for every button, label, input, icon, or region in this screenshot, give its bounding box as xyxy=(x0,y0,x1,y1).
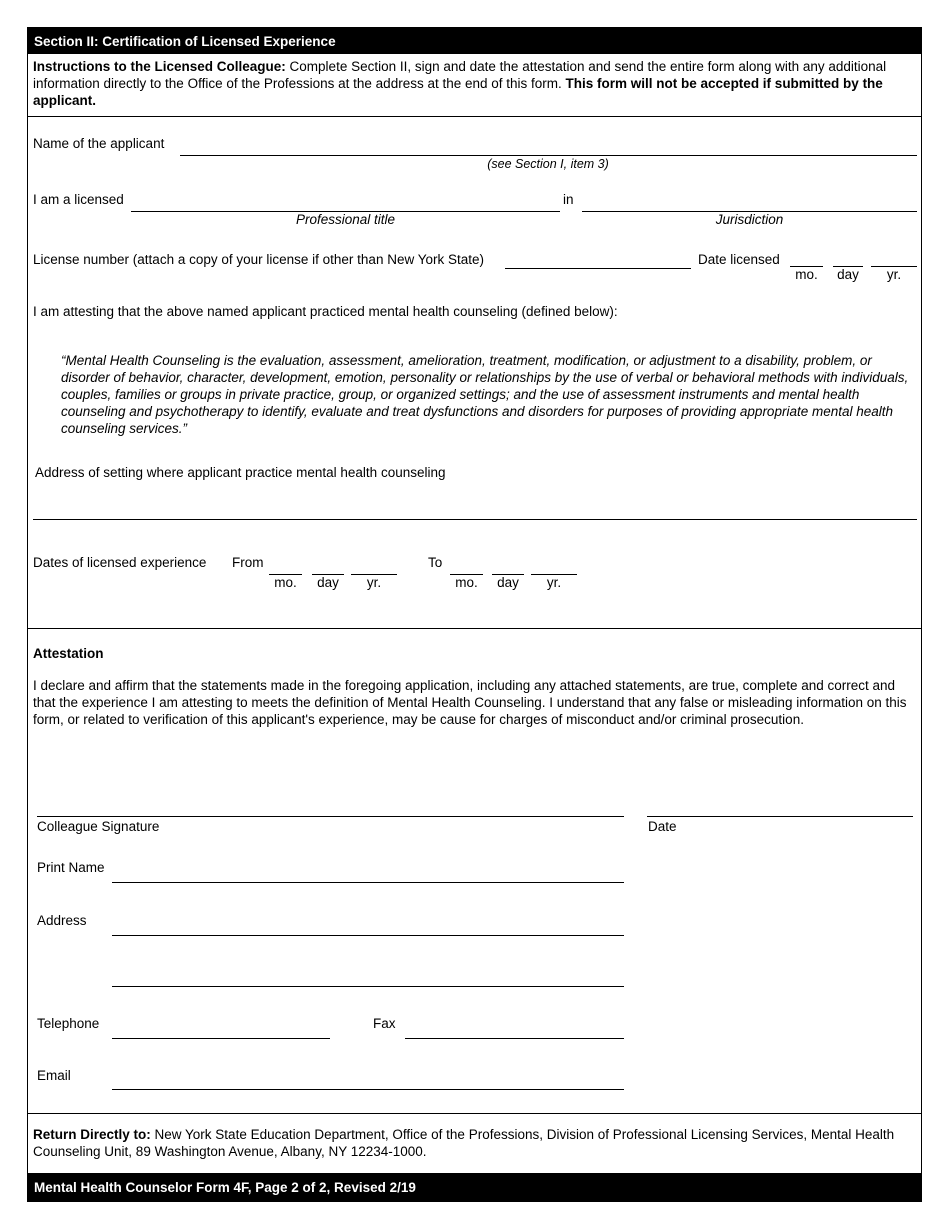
applicant-name-field[interactable] xyxy=(180,155,917,156)
email-field[interactable] xyxy=(112,1089,624,1090)
applicant-name-label: Name of the applicant xyxy=(33,136,165,151)
attestation-heading: Attestation xyxy=(33,646,104,661)
divider xyxy=(28,1113,922,1114)
colleague-signature-field[interactable] xyxy=(37,816,624,817)
telephone-field[interactable] xyxy=(112,1038,330,1039)
dates-label: Dates of licensed experience xyxy=(33,555,207,570)
to-yr-caption: yr. xyxy=(546,575,562,590)
from-mo-caption: mo. xyxy=(274,575,297,590)
signature-date-field[interactable] xyxy=(647,816,913,817)
instructions-warning: This form will not be accepted if submitted by the applicant. xyxy=(33,76,883,108)
license-number-field[interactable] xyxy=(505,268,691,269)
fax-label: Fax xyxy=(373,1016,396,1031)
print-name-label: Print Name xyxy=(37,860,105,875)
dates-from-label: From xyxy=(232,555,264,570)
email-label: Email xyxy=(37,1068,71,1083)
definition-quote: “Mental Health Counseling is the evaluation, assessment, amelioration, treatment, modification, or adjustment to a disability, problem, or disorder of behavior, character, development, emotion, personality or relationships by the use of verbal or behavioral methods with individuals, couples, families or groups in private practice, group, or organized settings; and the use of assessment instruments and mental health counseling and psychotherapy to identify, evaluate and treat dysfunctions and disorders for purposes of providing appropriate mental health counseling services.” xyxy=(61,353,909,436)
date-licensed-yr-caption: yr. xyxy=(886,267,902,282)
form-frame xyxy=(27,27,922,1202)
telephone-label: Telephone xyxy=(37,1016,100,1031)
in-label: in xyxy=(563,192,574,207)
from-yr-caption: yr. xyxy=(366,575,382,590)
date-licensed-day-caption: day xyxy=(837,267,859,282)
section-header xyxy=(28,28,922,54)
colleague-address-field-1[interactable] xyxy=(112,935,624,936)
instructions-lead: Instructions to the Licensed Colleague: xyxy=(33,59,286,74)
section-title: Section II: Certification of Licensed Experience xyxy=(34,33,336,49)
return-lead: Return Directly to: xyxy=(33,1127,151,1142)
divider xyxy=(28,116,922,117)
address-setting-field[interactable] xyxy=(33,519,917,520)
address-setting-label: Address of setting where applicant practice mental health counseling xyxy=(35,465,446,480)
return-address xyxy=(33,1126,917,1160)
footer-bar xyxy=(28,1173,922,1201)
colleague-address-field-2[interactable] xyxy=(112,986,624,987)
licensed-label: I am a licensed xyxy=(33,192,124,207)
colleague-address-label: Address xyxy=(37,913,87,928)
license-number-label: License number (attach a copy of your license if other than New York State) xyxy=(33,252,484,267)
colleague-signature-label: Colleague Signature xyxy=(37,819,160,834)
date-licensed-mo-caption: mo. xyxy=(795,267,818,282)
to-mo-caption: mo. xyxy=(455,575,478,590)
date-licensed-label: Date licensed xyxy=(698,252,780,267)
applicant-name-caption: (see Section I, item 3) xyxy=(487,157,609,171)
to-day-caption: day xyxy=(497,575,519,590)
jurisdiction-caption: Jurisdiction xyxy=(715,212,784,227)
from-day-caption: day xyxy=(317,575,339,590)
fax-field[interactable] xyxy=(405,1038,624,1039)
signature-date-label: Date xyxy=(648,819,677,834)
professional-title-caption: Professional title xyxy=(295,212,396,227)
return-text: New York State Education Department, Office of the Professions, Division of Professional Licensing Services, Mental Health Counseling Unit, 89 Washington Avenue, Albany, NY 12234-1000. xyxy=(33,1127,895,1159)
print-name-field[interactable] xyxy=(112,882,624,883)
footer-title: Mental Health Counselor Form 4F, Page 2 of 2, Revised 2/19 xyxy=(34,1179,416,1195)
divider xyxy=(28,628,922,629)
attesting-text: I am attesting that the above named applicant practiced mental health counseling (defined below): xyxy=(33,304,618,319)
attestation-text: I declare and affirm that the statements made in the foregoing application, including any attached statements, are true, complete and correct and that the experience I am attesting to meets the definition of Mental Health Counseling. I understand that any false or misleading information on this form, or related to verification of this applicant's experience, may be cause for charges of misconduct and/or criminal prosecution. xyxy=(33,678,907,727)
instructions-body: Complete Section II, sign and date the attestation and send the entire form along with any additional information directly to the Office of the Professions at the address at the end of this form. xyxy=(33,59,887,91)
instructions xyxy=(33,58,919,109)
dates-to-label: To xyxy=(428,555,443,570)
